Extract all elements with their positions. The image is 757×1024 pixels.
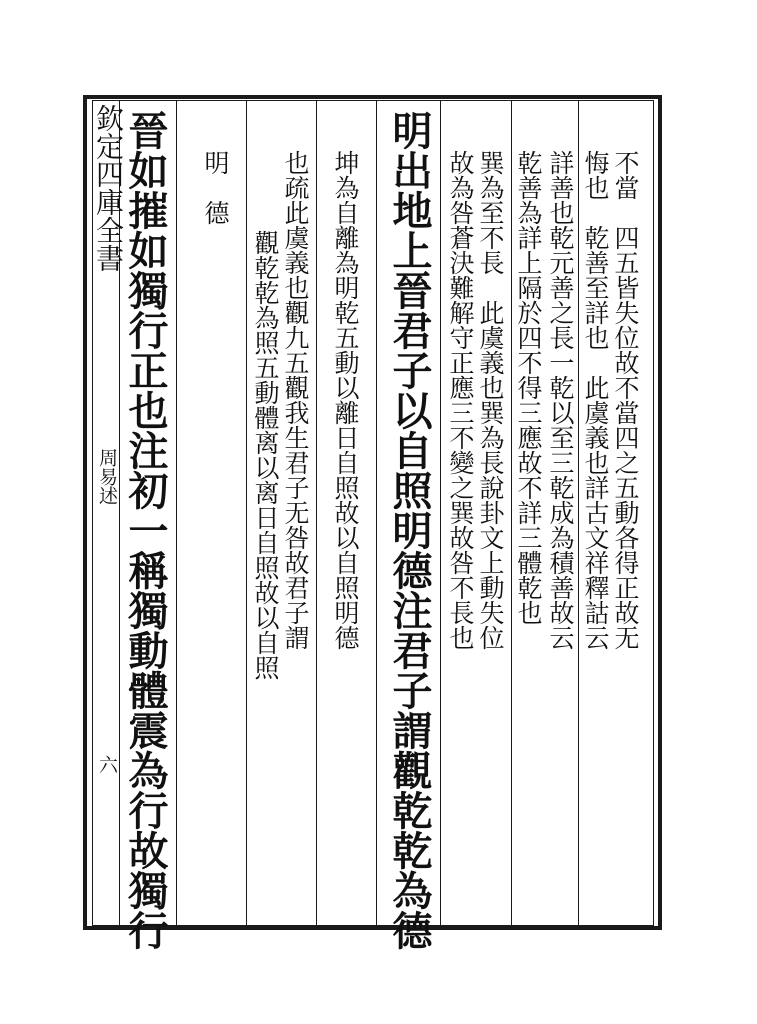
text-column-11: 明 德: [201, 150, 230, 225]
column-rule: [376, 100, 377, 926]
column-rule: [578, 100, 579, 926]
text-column-12: 晉如摧如獨行正也注初一稱獨動體震為行故獨行: [122, 110, 169, 950]
column-rule: [511, 100, 512, 926]
book-title: 欽定四庫全書: [92, 104, 125, 272]
text-column-3: 詳善也乾元善之長一乾以至三乾成為積善故云: [546, 150, 575, 650]
text-column-8: 坤為自離為明乾五動以離日自照故以自照明德: [331, 150, 360, 650]
column-rule: [316, 100, 317, 926]
column-rule: [176, 100, 177, 926]
text-column-4: 乾善為詳上隔於四不得三應故不詳三體乾也: [514, 150, 543, 625]
text-column-2: 悔也 乾善至詳也 此虞義也詳古文祥釋詁云: [581, 150, 610, 650]
text-column-9: 也疏此虞義也觀九五觀我生君子无咎故君子謂: [281, 150, 310, 650]
column-rule: [246, 100, 247, 926]
text-column-1: 不當 四五皆失位故不當四之五動各得正故无: [611, 150, 640, 650]
text-column-7: 明出地上晉君子以自照明德注君子謂觀乾乾為德: [386, 110, 433, 950]
text-column-6: 故為咎蒼決難解守正應三不變之巽故咎不長也: [446, 150, 475, 650]
page-number: 六: [96, 755, 118, 774]
text-column-5: 巽為至不長 此虞義也巽為長說卦文上動失位: [476, 150, 505, 650]
column-rule: [440, 100, 441, 926]
section-title: 周易述: [96, 448, 118, 505]
text-column-10: 觀乾乾為照五動體离以离日自照故以自照: [251, 230, 280, 680]
